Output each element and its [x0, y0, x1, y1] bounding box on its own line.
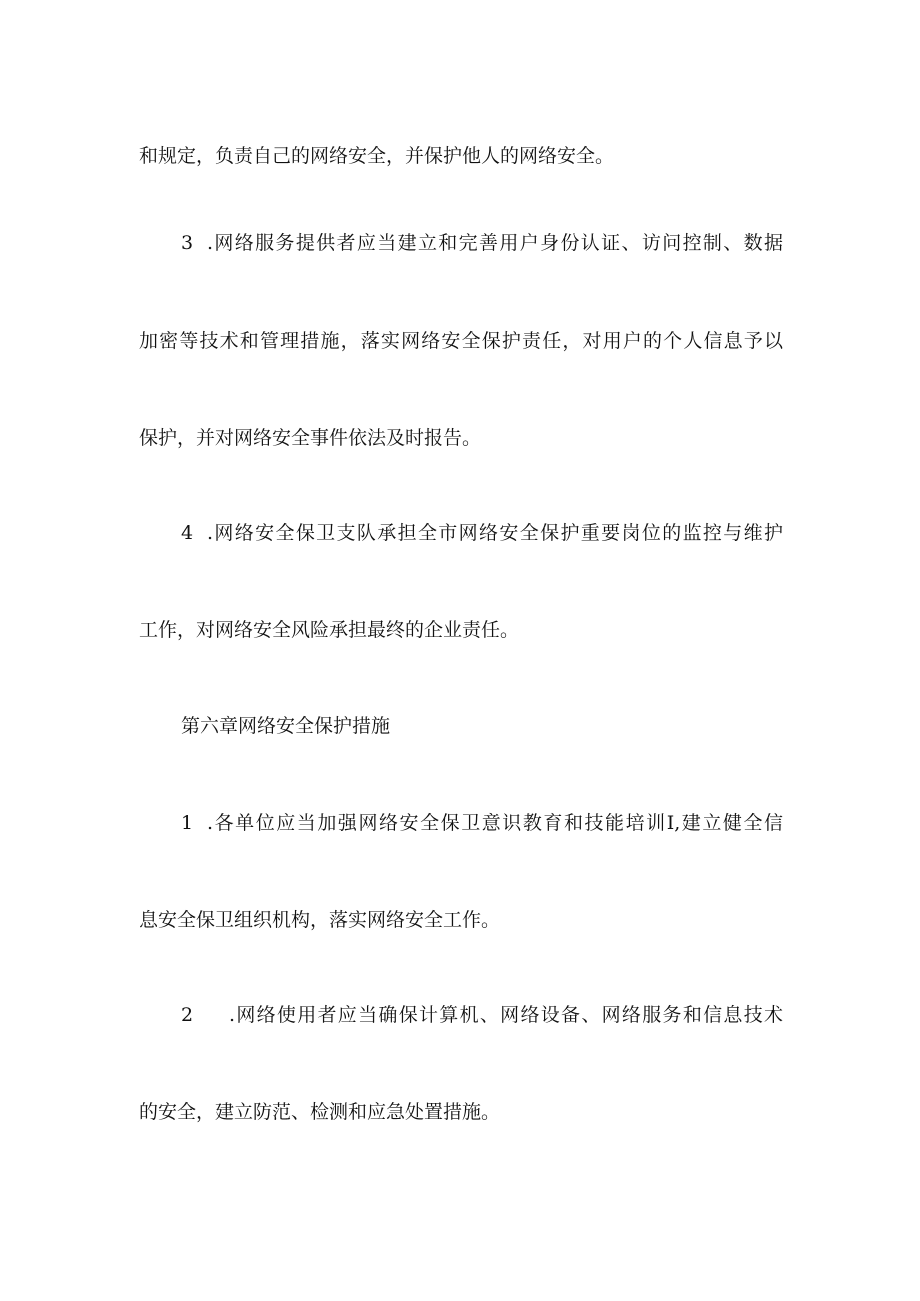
numbered-item-3-line	[181, 228, 783, 258]
line-text: .各单位应当加强网络安全保卫意识教育和技能培训I,建立健全信	[207, 812, 783, 834]
line-text: .网络使用者应当确保计算机、网络设备、网络服务和信息技术	[229, 1004, 783, 1026]
line-text: .网络安全保卫支队承担全市网络安全保护重要岗位的监控与维护	[207, 522, 783, 544]
paragraph-line	[139, 1097, 783, 1127]
item-number: 3	[181, 232, 194, 254]
line-text: 和规定，负责自己的网络安全，并保护他人的网络安全。	[139, 145, 615, 167]
line-text: 息安全保卫组织机构，落实网络安全工作。	[139, 909, 501, 931]
line-text: 工作，对网络安全风险承担最终的企业责任。	[139, 619, 520, 641]
paragraph-line	[139, 615, 783, 645]
line-text: .网络服务提供者应当建立和完善用户身份认证、访问控制、数据	[207, 232, 783, 254]
paragraph-line	[139, 141, 783, 171]
item-number: 4	[181, 522, 194, 544]
heading-text: 第六章网络安全保护措施	[181, 715, 391, 737]
numbered-item-4-line	[181, 518, 783, 548]
paragraph-line	[139, 905, 783, 935]
item-number: 2	[181, 1004, 194, 1026]
paragraph-line	[139, 423, 783, 453]
numbered-item-1-line	[181, 808, 783, 838]
line-text: 保护，并对网络安全事件依法及时报告。	[139, 427, 482, 449]
line-text: 的安全，建立防范、检测和应急处置措施。	[139, 1101, 501, 1123]
line-text: 加密等技术和管理措施，落实网络安全保护责任，对用户的个人信息予以	[139, 330, 783, 352]
numbered-item-2-line	[181, 1000, 783, 1030]
paragraph-line	[139, 326, 783, 356]
chapter-heading	[181, 711, 581, 741]
item-number: 1	[181, 812, 194, 834]
